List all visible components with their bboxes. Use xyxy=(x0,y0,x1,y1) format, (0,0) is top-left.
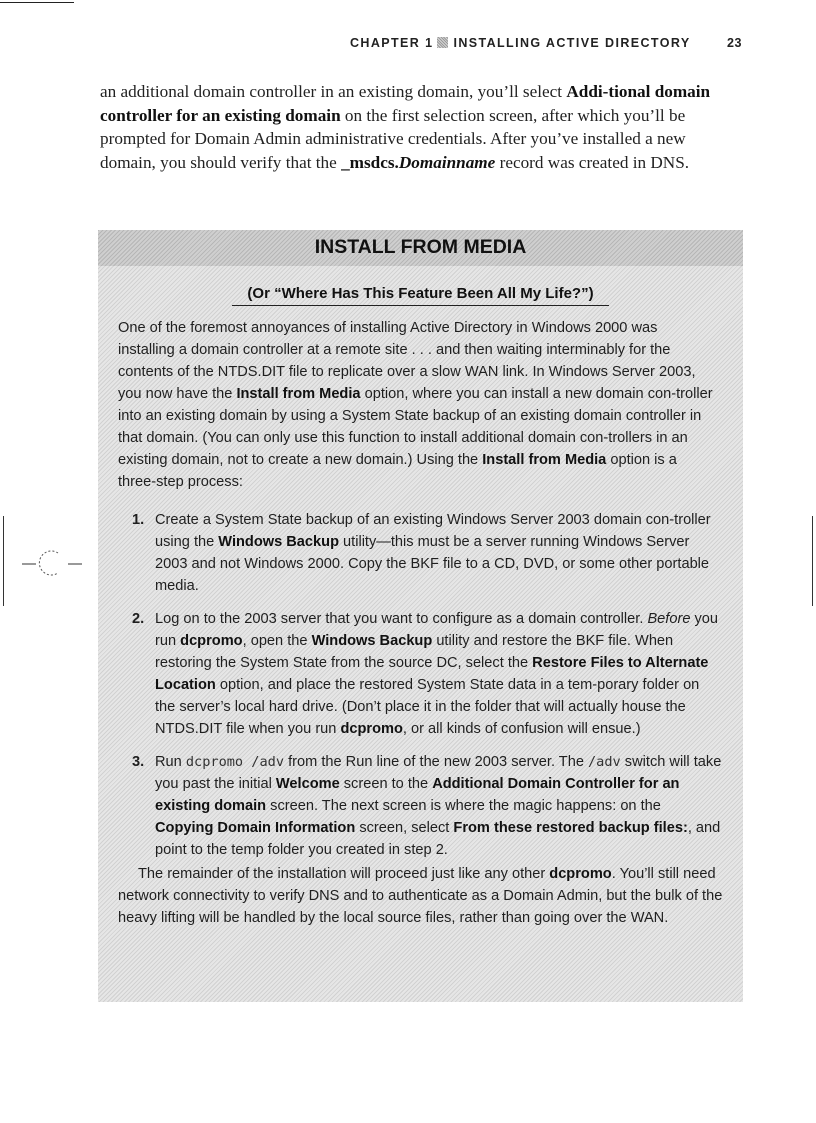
step-number: 2. xyxy=(132,611,145,627)
header-separator-square xyxy=(437,37,448,48)
step-bold: Copying Domain Information xyxy=(155,820,356,836)
top-rule xyxy=(0,2,74,3)
closing-text-1: The remainder of the installation will proceed just like any other xyxy=(138,866,550,882)
closing-bold: dcpromo xyxy=(549,866,612,882)
step-text: utility and restore the BKF file. When restoring the System State from the source DC, select the xyxy=(155,633,674,671)
step-text: utility—this must be a server running Windows Server 2003 and not Windows 2000. Copy the BKF file to a CD, DVD, or some other portable media. xyxy=(155,534,710,594)
steps-list xyxy=(118,509,723,872)
step-text: you run xyxy=(155,611,719,649)
para-bold-1: Install from Media xyxy=(236,386,361,402)
step-text: option, and place the restored System State data in a tem-porary folder on the server’s local hard drive. (Don’t place it in the folder that will actually house the NTDS.DIT file when you run xyxy=(155,677,700,737)
step-text: switch will take you past the initial xyxy=(155,754,722,792)
step-text: , or all kinds of confusion will ensue.) xyxy=(402,721,641,737)
closing-paragraph xyxy=(118,863,723,929)
intro-text-2: on the first selection screen, after which you’ll be prompted for Domain Admin administrative credentials. After you’ve installed a new domain, you should verify that the xyxy=(100,105,686,172)
sidebar-subtitle: (Or “Where Has This Feature Been All My Life?”) xyxy=(232,285,609,306)
intro-bold-msdcs: _msdcs. xyxy=(341,152,399,172)
chapter-title: INSTALLING ACTIVE DIRECTORY xyxy=(453,36,691,50)
intro-text-1: an additional domain controller in an existing domain, you’ll select xyxy=(100,82,567,101)
step-text: screen, select xyxy=(355,820,454,836)
page-number: 23 xyxy=(727,36,742,50)
running-header xyxy=(350,36,750,50)
para-text-2: option, where you can install a new domain con-troller into an existing domain by using a System State backup of an existing domain controller in that domain. (You can only use this function to install additional domain con-trollers in an existing domain, not to create a new domain.) Using the xyxy=(118,386,713,468)
step-number: 1. xyxy=(132,512,145,528)
intro-bold-italic-domainname: Domainname xyxy=(398,152,496,172)
step-text: Run xyxy=(155,754,186,770)
para-bold-2: Install from Media xyxy=(482,452,607,468)
sidebar-title: INSTALL FROM MEDIA xyxy=(314,236,527,258)
step-bold: Welcome xyxy=(275,776,340,792)
intro-paragraph xyxy=(100,80,740,174)
step-text: screen. The next screen is where the magic happens: on the xyxy=(266,798,661,814)
step-bold: dcpromo xyxy=(340,721,403,737)
step-text: , open the xyxy=(242,633,312,649)
step-bold: dcpromo xyxy=(180,633,243,649)
para-text-3: option is a three-step process: xyxy=(118,452,677,490)
chapter-label: CHAPTER 1 xyxy=(350,36,434,50)
step-text: from the Run line of the new 2003 server. The xyxy=(284,754,588,770)
step-code: /adv xyxy=(588,754,621,770)
list-item xyxy=(118,751,723,861)
step-bold: Restore Files to Alternate Location xyxy=(155,655,709,693)
step-text: Create a System State backup of an existing Windows Server 2003 domain con-troller using the xyxy=(155,512,711,550)
intro-text-3: record was created in DNS. xyxy=(495,152,690,172)
list-item xyxy=(118,608,723,740)
step-bold: Additional Domain Controller for an existing domain xyxy=(155,776,680,814)
step-bold: From these restored backup files: xyxy=(453,820,688,836)
closing-text-2: . You’ll still need network connectivity to verify DNS and to authenticate as a Domain Admin, but the bulk of the heavy lifting will be handled by the local source files, rather than going over the WAN. xyxy=(118,866,723,926)
step-italic: Before xyxy=(647,611,691,627)
step-text: , and point to the temp folder you created in step 2. xyxy=(155,820,721,858)
step-number: 3. xyxy=(132,754,145,770)
para-text-1: One of the foremost annoyances of installing Active Directory in Windows 2000 was installing a domain controller at a remote site . . . and then waiting interminably for the contents of the NTDS.DIT file to replicate over a slow WAN link. In Windows Server 2003, you now have the xyxy=(118,320,696,402)
left-margin-bar xyxy=(3,516,4,606)
registration-mark-icon xyxy=(22,546,82,576)
step-text: screen to the xyxy=(339,776,433,792)
step-text: Log on to the 2003 server that you want to configure as a domain controller. xyxy=(155,611,648,627)
step-bold: Windows Backup xyxy=(311,633,433,649)
sidebar-paragraph xyxy=(118,317,718,493)
sidebar-title-bar xyxy=(98,230,743,266)
step-bold: Windows Backup xyxy=(218,534,339,550)
list-item xyxy=(118,509,723,597)
step-code: dcpromo /adv xyxy=(185,754,285,770)
right-margin-bar xyxy=(812,516,813,606)
intro-bold-option: Addi-tional domain controller for an existing domain xyxy=(100,82,711,125)
sidebar-box xyxy=(98,230,743,1002)
